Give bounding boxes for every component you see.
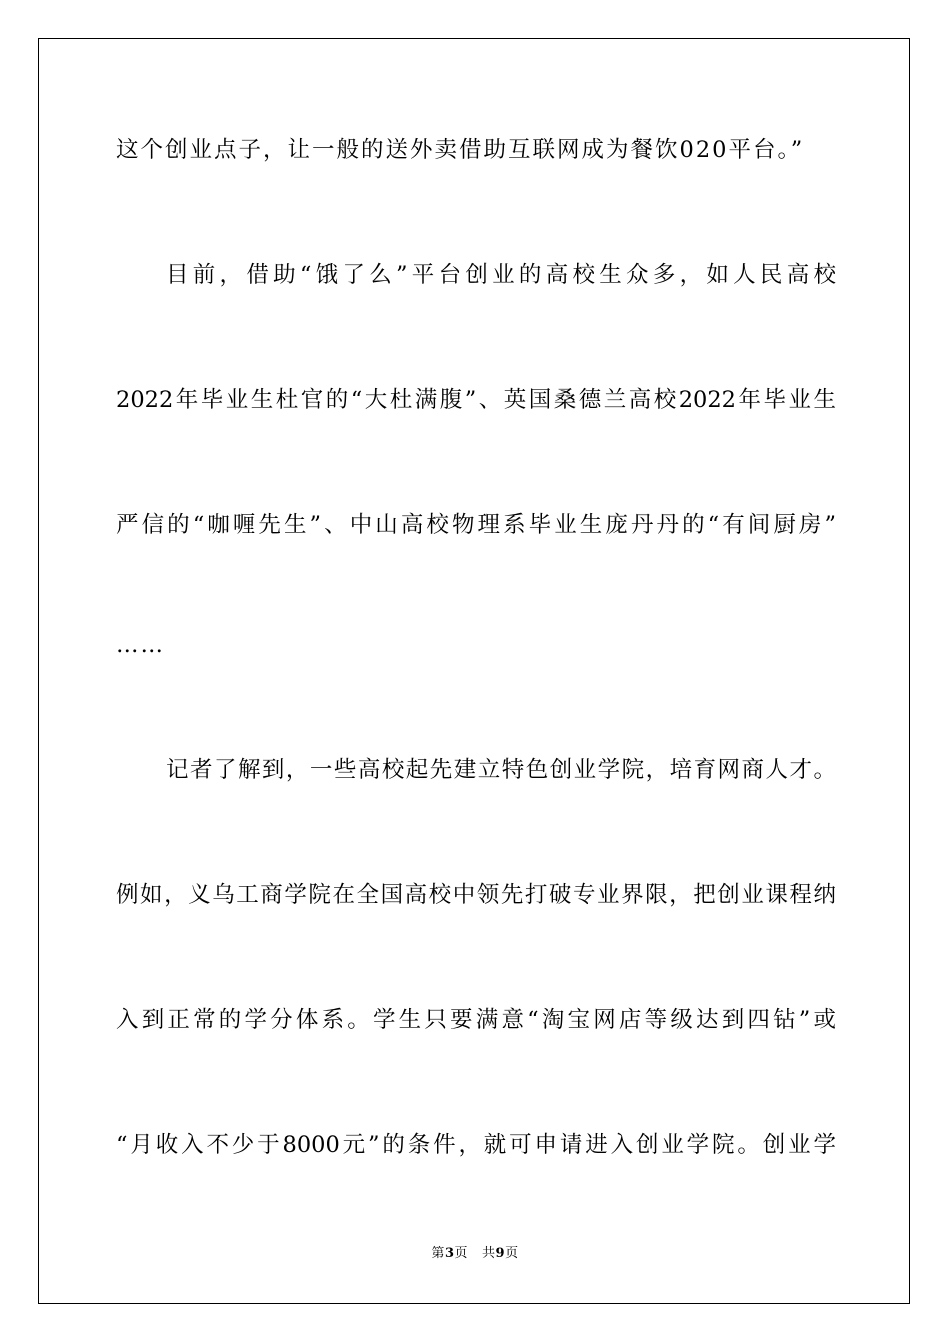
footer-total-prefix: 共 bbox=[482, 1246, 496, 1261]
page-footer bbox=[0, 1245, 950, 1263]
footer-current-page: 3 bbox=[444, 1246, 455, 1261]
footer-page-suffix: 页 bbox=[454, 1246, 468, 1261]
body-line-6: 记者了解到，一些高校起先建立特色创业学院，培育网商人才。 bbox=[166, 757, 836, 783]
footer-total-suffix: 页 bbox=[505, 1246, 519, 1261]
footer-total-pages: 9 bbox=[495, 1246, 506, 1261]
body-line-5-ellipsis: …… bbox=[116, 632, 165, 658]
body-line-1: 这个创业点子，让一般的送外卖借助互联网成为餐饮020平台。” bbox=[116, 137, 805, 163]
footer-page-prefix: 第 bbox=[431, 1246, 445, 1261]
page-border bbox=[38, 38, 910, 1304]
body-line-7: 例如，义乌工商学院在全国高校中领先打破专业界限，把创业课程纳 bbox=[116, 882, 836, 908]
body-line-9: “月收入不少于8000元”的条件，就可申请进入创业学院。创业学 bbox=[116, 1132, 836, 1158]
body-line-4: 严信的“咖喱先生”、中山高校物理系毕业生庞丹丹的“有间厨房” bbox=[116, 512, 836, 538]
body-line-2: 目前，借助“饿了么”平台创业的高校生众多，如人民高校 bbox=[166, 262, 836, 288]
body-line-3: 2022年毕业生杜官的“大杜满腹”、英国桑德兰高校2022年毕业生 bbox=[116, 387, 836, 413]
body-line-8: 入到正常的学分体系。学生只要满意“淘宝网店等级达到四钻”或 bbox=[116, 1007, 836, 1033]
